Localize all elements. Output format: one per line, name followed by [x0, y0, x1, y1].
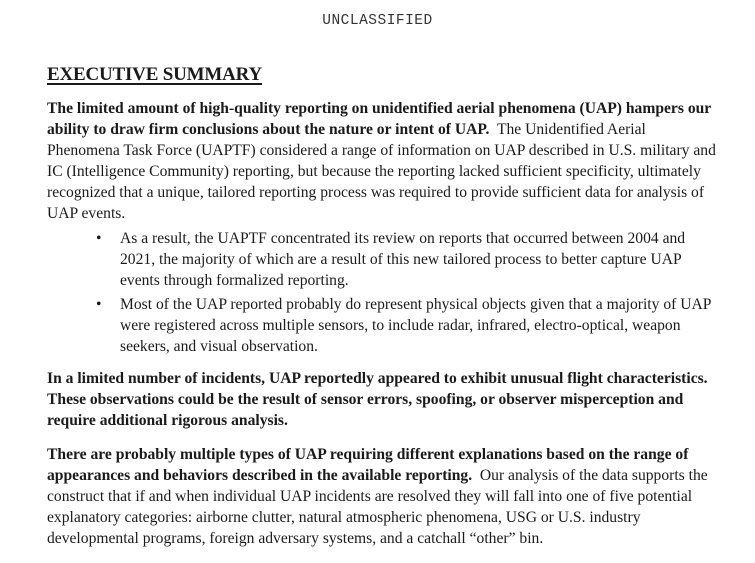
paragraph-1-lead: The limited amount of high-quality reporting on unidentified aerial phenomena (UAP) hampers our ability to draw firm conclusions about the nature or intent of UAP.	[47, 100, 711, 138]
summary-paragraph-1	[47, 98, 719, 224]
section-heading: EXECUTIVE SUMMARY	[47, 64, 262, 85]
paragraph-3-body: Our analysis of the data supports the construct that if and when individual UAP incidents are resolved they will fall into one of five potential explanatory categories: airborne clutter, natural atmospheric phenomena, USG or U.S. industry developmental programs, foreign adversary systems, and a catchall “other” bin.	[47, 467, 708, 547]
bullet-marker: •	[96, 230, 102, 247]
bullet-marker: •	[96, 296, 102, 313]
bullet-item-1	[96, 228, 716, 291]
summary-paragraph-2	[47, 368, 719, 431]
bullet-text-1: As a result, the UAPTF concentrated its review on reports that occurred between 2004 and 2021, the majority of which are a result of this new tailored process to better capture UAP events through formalized reporting.	[120, 230, 686, 289]
paragraph-2-lead: In a limited number of incidents, UAP reportedly appeared to exhibit unusual flight characteristics. These observations could be the result of sensor errors, spoofing, or observer misperception and require additional rigorous analysis.	[47, 370, 708, 429]
paragraph-1-body: The Unidentified Aerial Phenomena Task Force (UAPTF) considered a range of information on UAP described in U.S. military and IC (Intelligence Community) reporting, but because the reporting lacked sufficient specificity, ultimately recognized that a unique, tailored reporting process was required to provide sufficient data for analysis of UAP events.	[47, 121, 716, 222]
bullet-list-2	[96, 294, 716, 357]
bullet-item-2	[96, 294, 716, 357]
paragraph-3-lead: There are probably multiple types of UAP requiring different explanations based on the range of appearances and behaviors described in the available reporting.	[47, 446, 689, 484]
bullet-text-2: Most of the UAP reported probably do represent physical objects given that a majority of UAP were registered across multiple sensors, to include radar, infrared, electro-optical, weapon seekers, and visual observation.	[120, 296, 711, 355]
summary-paragraph-3	[47, 444, 719, 549]
classification-marking: UNCLASSIFIED	[322, 13, 433, 29]
bullet-list-1	[96, 228, 716, 291]
